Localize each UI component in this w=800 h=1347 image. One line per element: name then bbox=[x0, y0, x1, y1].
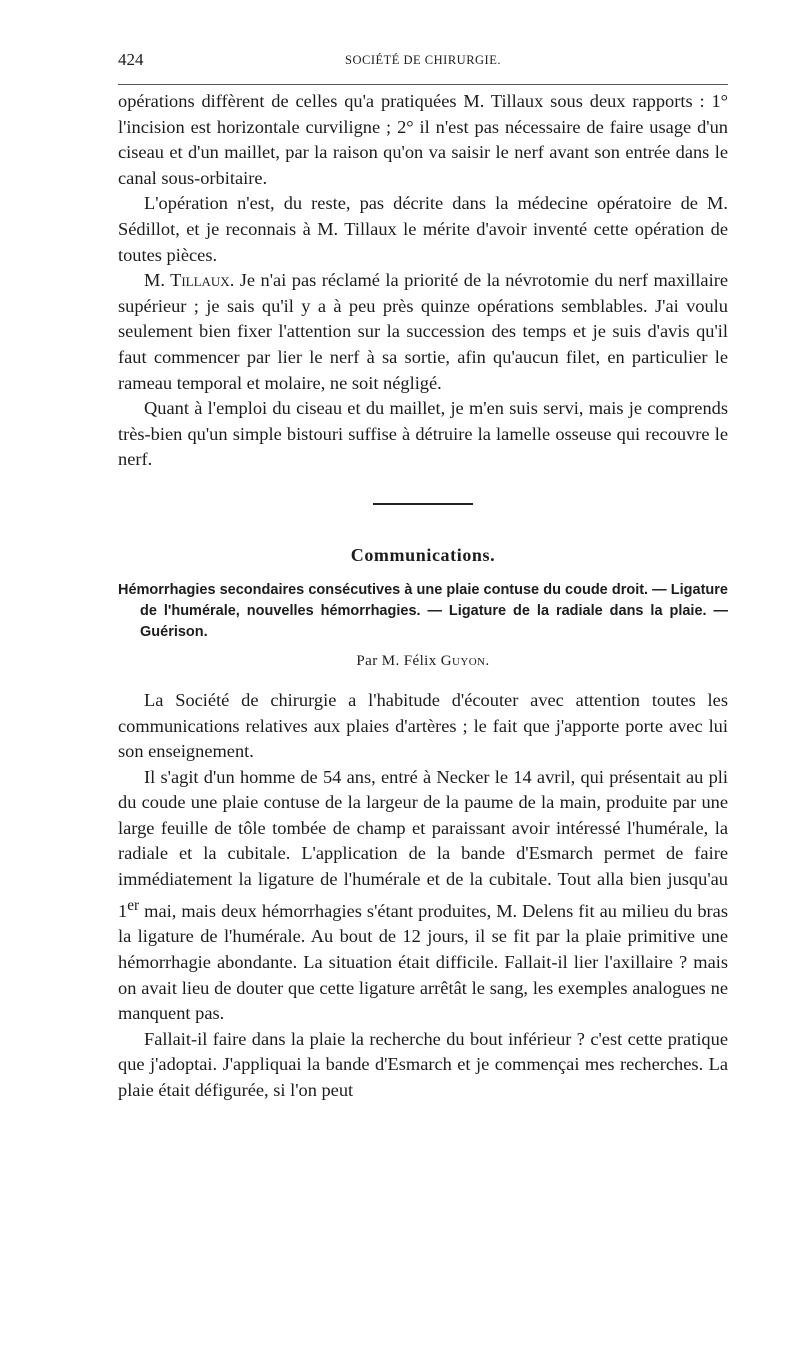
discussion-paragraph-1: opérations diffèrent de celles qu'a pratiquées M. Tillaux sous deux rapports : 1° l'incision est horizontale curviligne ; 2° il n'est pas nécessaire de faire usage d'un ciseau et d'un maillet, par la raison qu'on va saisir le nerf avant son entrée dans le canal sous-orbitaire. bbox=[118, 91, 728, 188]
page bbox=[118, 48, 728, 1104]
header-rule bbox=[118, 84, 728, 85]
byline-prefix: Par M. Félix bbox=[356, 652, 441, 669]
running-header bbox=[118, 48, 728, 76]
article-paragraph-2-end: mai, mais deux hémorrhagies s'étant produites, M. Delens fit au milieu du bras la ligature de l'humérale. Au bout de 12 jours, il se fit par la plaie primitive une hémorrhagie abondante. La situation était difficile. Fallait-il lier l'axillaire ? mais on avait lieu de douter que cette ligature arrêtât le sang, les exemples analogues ne manquent pas. bbox=[118, 900, 728, 1024]
discussion-paragraph-3 bbox=[118, 268, 728, 396]
section-heading: Communications. bbox=[350, 544, 496, 565]
article-paragraph-2 bbox=[118, 765, 728, 1027]
discussion-paragraph-4: Quant à l'emploi du ciseau et du maillet, je m'en suis servi, mais je comprends très-bien qu'un simple bistouri suffise à détruire la lamelle osseuse qui recouvre le nerf. bbox=[118, 398, 728, 470]
discussion-paragraph-2: L'opération n'est, du reste, pas décrite dans la médecine opératoire de M. Sédillot, et je reconnais à M. Tillaux le mérite d'avoir inventé cette opération de toutes pièces. bbox=[118, 193, 728, 265]
author-name: Guyon. bbox=[440, 652, 490, 669]
article-paragraph-3: Fallait-il faire dans la plaie la recherche du bout inférieur ? c'est cette pratique que j'adoptai. J'appliquai la bande d'Esmarch et je commençai mes recherches. La plaie était défigurée, si l'on peut bbox=[118, 1028, 728, 1100]
page-number: 424 bbox=[118, 50, 144, 69]
ordinal-superscript: er bbox=[127, 896, 140, 914]
speaker-name: M. Tillaux. bbox=[144, 270, 235, 291]
discussion-text bbox=[118, 89, 728, 473]
article-byline bbox=[118, 653, 728, 670]
section-divider bbox=[373, 503, 473, 505]
running-title: SOCIÉTÉ DE CHIRURGIE. bbox=[345, 53, 501, 67]
article-paragraph-2-start: Il s'agit d'un homme de 54 ans, entré à Necker le 14 avril, qui présentait au pli du coude une plaie contuse de la largeur de la paume de la main, produite par une large feuille de tôle tombée de champ et paraissant avoir intéressé l'humérale, la radiale et la cubitale. L'application de la bande d'Esmarch permet de faire immédiatement la ligature de l'humérale et de la cubitale. Tout alla bien jusqu'au 1 bbox=[118, 766, 728, 921]
article-paragraph-1: La Société de chirurgie a l'habitude d'écouter avec attention toutes les communications relatives aux plaies d'artères ; le fait que j'apporte porte avec lui son enseignement. bbox=[118, 689, 728, 762]
speaker-remarks: Je n'ai pas réclamé la priorité de la névrotomie du nerf maxillaire supérieur ; je sais qu'il y a à peu près quinze opérations semblables. J'ai voulu seulement bien fixer l'attention sur la succession des temps et je suis d'avis qu'il faut commencer par lier le nerf à sa sortie, afin qu'aucun filet, en particulier le rameau temporal et molaire, ne soit négligé. bbox=[118, 270, 728, 393]
article-title: Hémorrhagies secondaires consécutives à une plaie contuse du coude droit. — Ligature de l'humérale, nouvelles hémorrhagies. — Ligature de la radiale dans la plaie. — Guérison. bbox=[118, 581, 728, 640]
article-body bbox=[118, 688, 728, 1104]
